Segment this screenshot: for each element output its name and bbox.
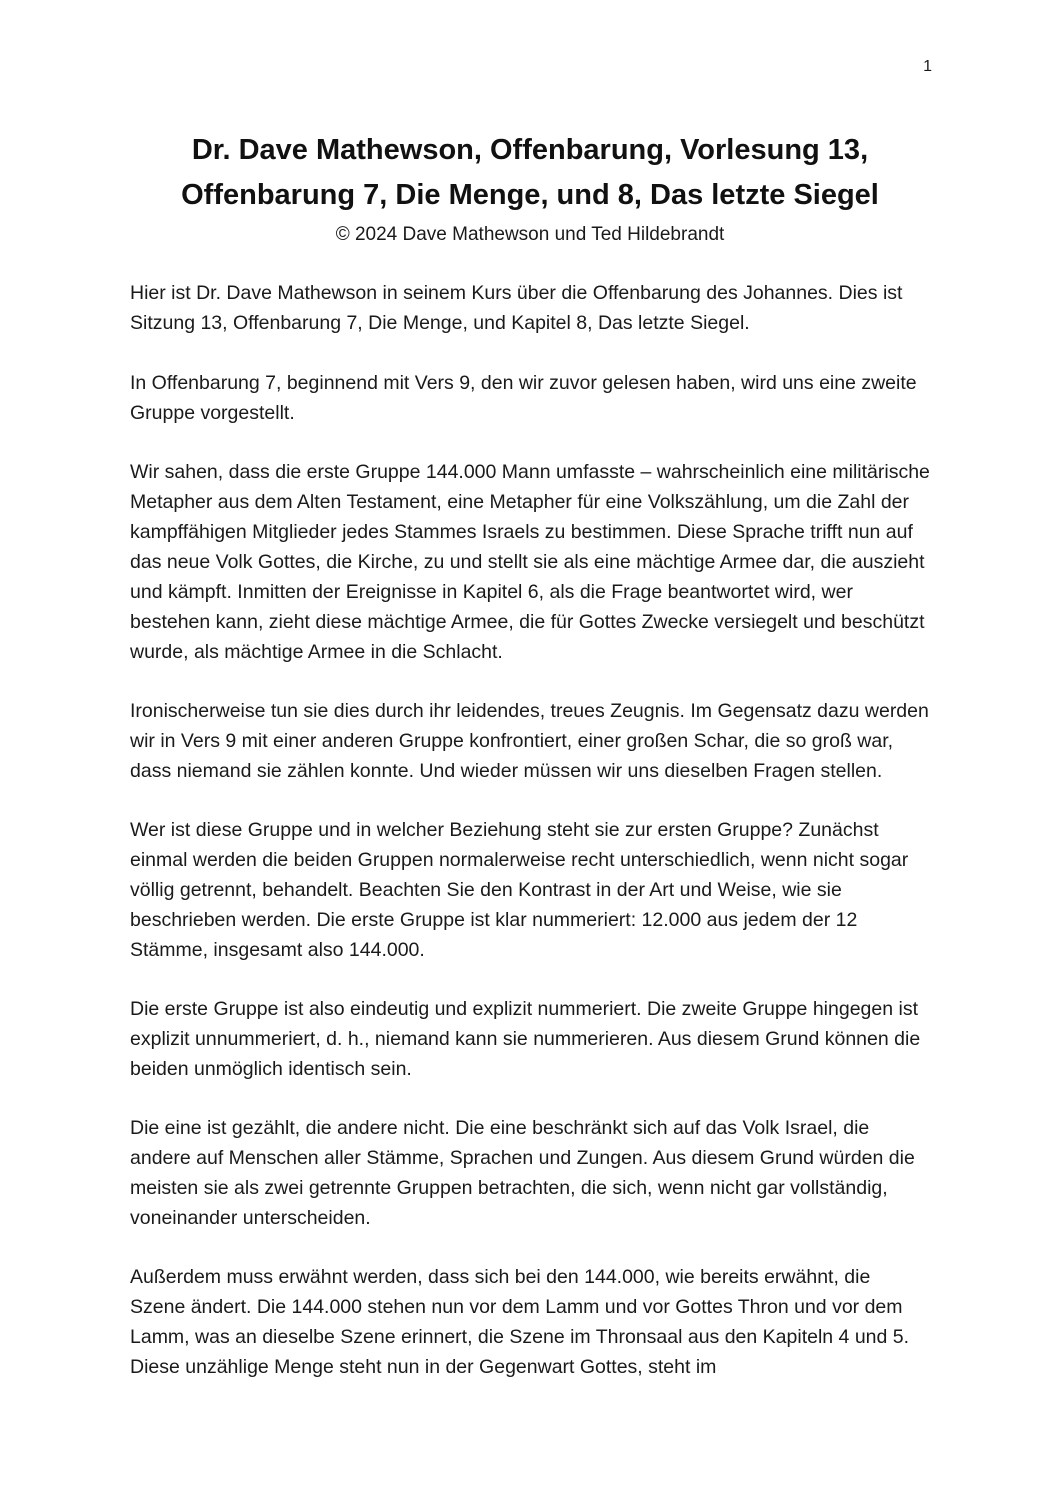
paragraph: Wir sahen, dass die erste Gruppe 144.000 Mann umfasste – wahrscheinlich eine militärische Metapher aus dem Alten Testament, eine Metapher für eine Volkszählung, um die Zahl der kampffähigen Mitglieder jedes Stammes Israels zu bestimmen. Diese Sprache trifft nun auf das neue Volk Gottes, die Kirche, zu und stellt sie als eine mächtige Armee dar, die auszieht und kämpft. Inmitten der Ereignisse in Kapitel 6, als die Frage beantwortet wird, wer bestehen kann, zieht diese mächtige Armee, die für Gottes Zwecke versiegelt und beschützt wurde, als mächtige Armee in die Schlacht.: [130, 460, 930, 663]
paragraph: In Offenbarung 7, beginnend mit Vers 9, den wir zuvor gelesen haben, wird uns eine zweite Gruppe vorgestellt.: [130, 371, 917, 424]
paragraph: Die erste Gruppe ist also eindeutig und explizit nummeriert. Die zweite Gruppe hingegen ist explizit unnummeriert, d. h., niemand kann sie nummerieren. Aus diesem Grund können die beiden unmöglich identisch sein.: [130, 997, 921, 1080]
paragraph: Ironischerweise tun sie dies durch ihr leidendes, treues Zeugnis. Im Gegensatz dazu werden wir in Vers 9 mit einer anderen Gruppe konfrontiert, einer großen Schar, die so groß war, dass niemand sie zählen konnte. Und wieder müssen wir uns dieselben Fragen stellen.: [130, 699, 929, 782]
paragraph: Außerdem muss erwähnt werden, dass sich bei den 144.000, wie bereits erwähnt, die Szene ändert. Die 144.000 stehen nun vor dem Lamm und vor Gottes Thron und vor dem Lamm, was an dieselbe Szene erinnert, die Szene im Thronsaal aus den Kapiteln 4 und 5. Diese unzählige Menge steht nun in der Gegenwart Gottes, steht im: [130, 1265, 910, 1378]
document-title-line-2: Offenbarung 7, Die Menge, und 8, Das letzte Siegel: [181, 178, 879, 211]
document-title-line-1: Dr. Dave Mathewson, Offenbarung, Vorlesung 13,: [191, 134, 869, 166]
document-title: [130, 128, 930, 218]
paragraph: Die eine ist gezählt, die andere nicht. Die eine beschränkt sich auf das Volk Israel, die andere auf Menschen aller Stämme, Sprachen und Zungen. Aus diesem Grund würden die meisten sie als zwei getrennte Gruppen betrachten, die sich, wenn nicht gar vollständig, voneinander unterscheiden.: [130, 1116, 915, 1229]
copyright-byline: © 2024 Dave Mathewson und Ted Hildebrandt: [335, 223, 725, 245]
document-content: [130, 128, 930, 1382]
page-number: 1: [923, 58, 932, 75]
document-body: [130, 278, 930, 1381]
paragraph: Wer ist diese Gruppe und in welcher Beziehung steht sie zur ersten Gruppe? Zunächst einmal werden die beiden Gruppen normalerweise recht unterschiedlich, wenn nicht sogar völlig getrennt, behandelt. Beachten Sie den Kontrast in der Art und Weise, wie sie beschrieben werden. Die erste Gruppe ist klar nummeriert: 12.000 aus jedem der 12 Stämme, insgesamt also 144.000.: [130, 818, 909, 961]
paragraph: Hier ist Dr. Dave Mathewson in seinem Kurs über die Offenbarung des Johannes. Dies ist Sitzung 13, Offenbarung 7, Die Menge, und Kapitel 8, Das letzte Siegel.: [130, 282, 903, 335]
